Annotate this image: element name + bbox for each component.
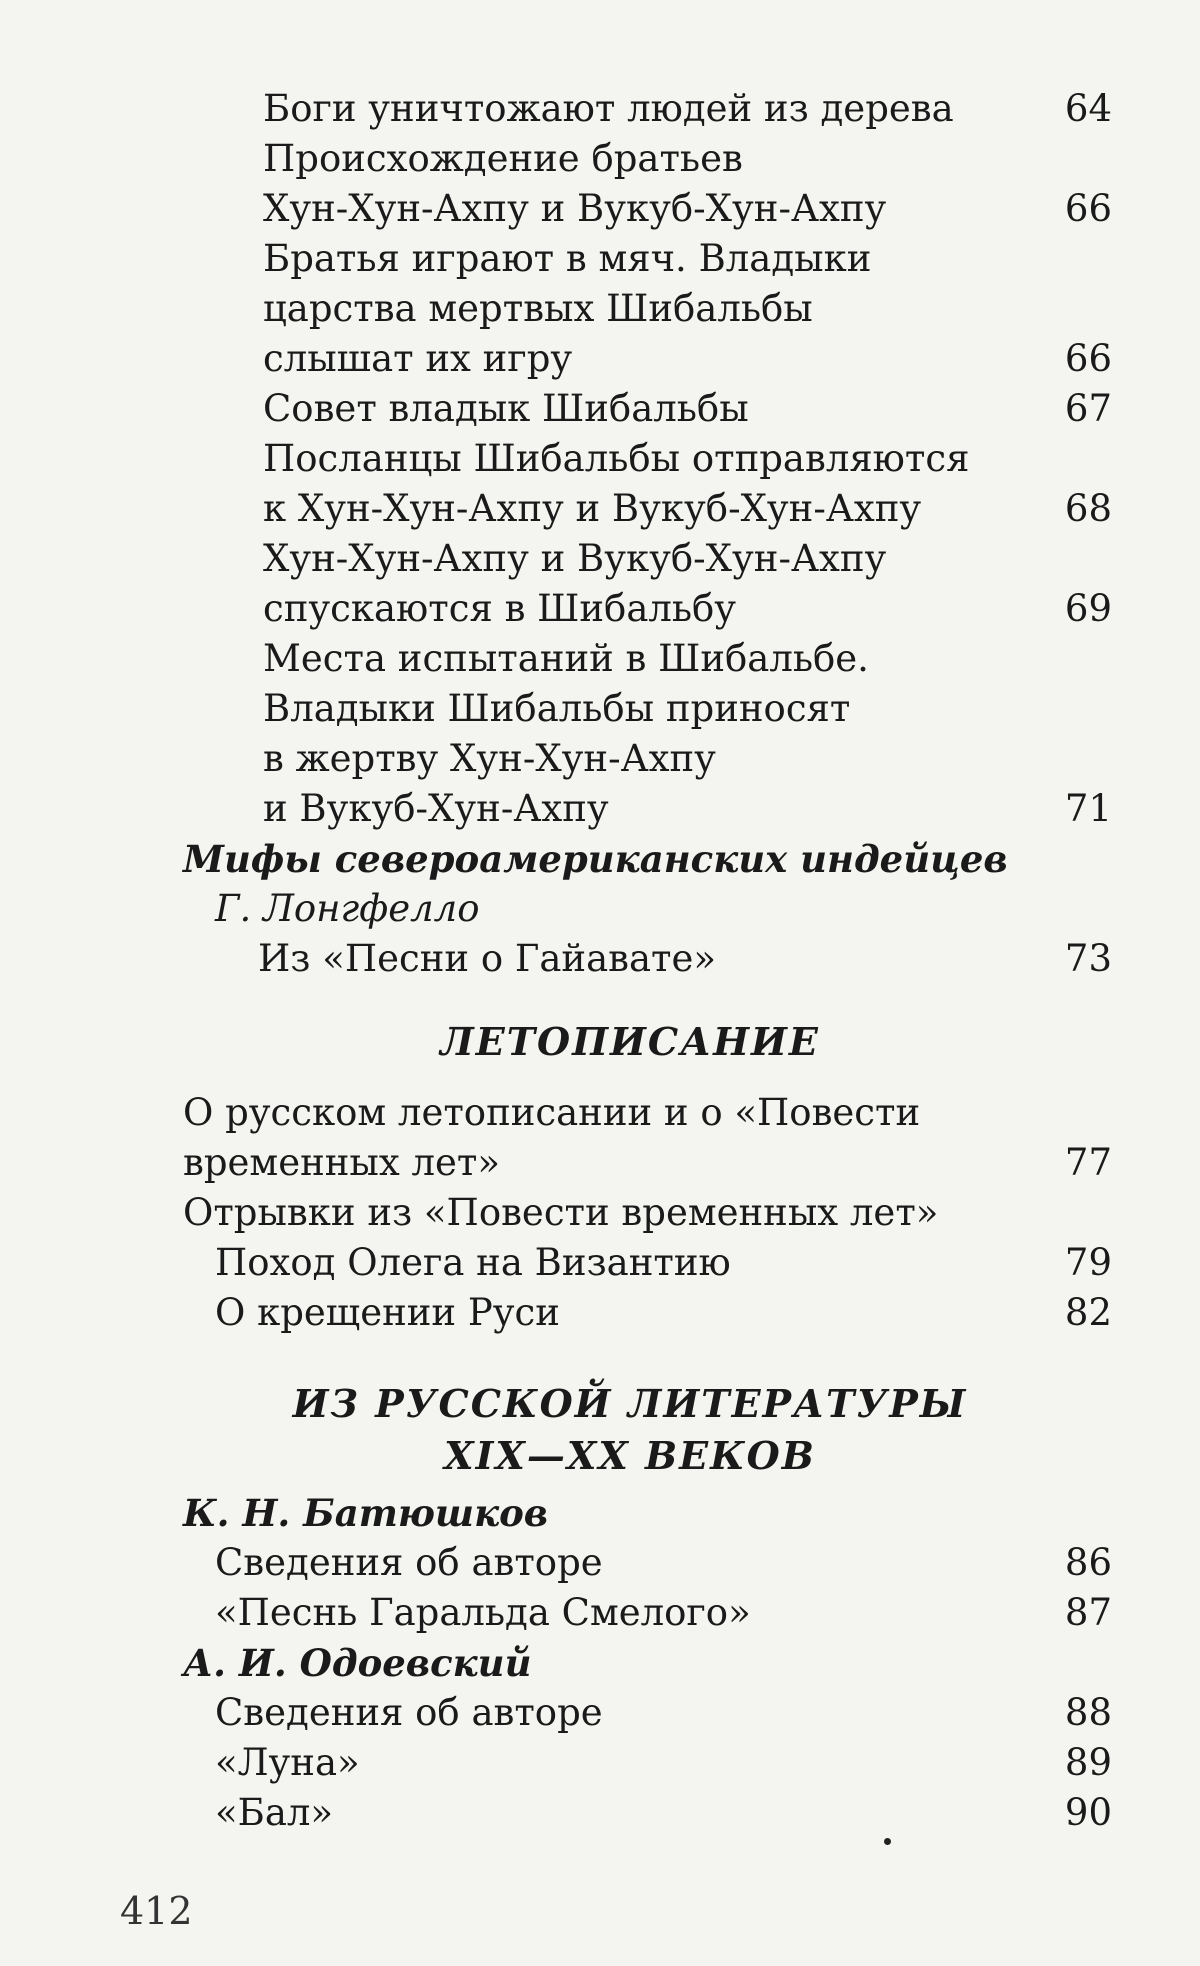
section-heading: XIX—XX ВЕКОВ: [444, 1433, 816, 1478]
toc-entry: [0, 1788, 1200, 1838]
toc-entry: [0, 1138, 1200, 1188]
toc-entry-title: О крещении Руси: [215, 1291, 560, 1334]
toc-entry-title: Сведения об авторе: [215, 1691, 603, 1734]
toc-entry: [0, 1238, 1200, 1288]
toc-entry-title: временных лет»: [183, 1141, 500, 1184]
toc-entry-title: Братья играют в мяч. Владыки: [263, 237, 872, 280]
toc-entry: [0, 1738, 1200, 1788]
toc-entry-page: 89: [1064, 1741, 1112, 1784]
toc-entry-line: [0, 1188, 1200, 1238]
toc-entry-line: [0, 1088, 1200, 1138]
toc-entry: [0, 384, 1200, 434]
author-line: [0, 1488, 1200, 1538]
toc-entry: [0, 934, 1200, 984]
toc-entry: [0, 1538, 1200, 1588]
print-speck: [884, 1838, 891, 1845]
toc-entry-page: 69: [1064, 587, 1112, 630]
toc-entry-title: в жертву Хун-Хун-Ахпу: [263, 737, 716, 780]
toc-entry-title: О русском летописании и о «Повести: [183, 1091, 921, 1134]
toc-entry-title: Боги уничтожают людей из дерева: [263, 87, 954, 130]
toc-entry-title: Совет владык Шибальбы: [263, 387, 749, 430]
toc-entry-page: 67: [1064, 387, 1112, 430]
toc-entry-page: 88: [1064, 1691, 1112, 1734]
toc-entry-page: 82: [1064, 1291, 1112, 1334]
toc-entry: [0, 334, 1200, 384]
author-line: [0, 884, 1200, 934]
toc-entry: [0, 484, 1200, 534]
toc-entry-page: 71: [1064, 787, 1112, 830]
toc-entry-page: 86: [1064, 1541, 1112, 1584]
toc-entry-page: 66: [1064, 337, 1112, 380]
author-name: Г. Лонгфелло: [215, 887, 480, 930]
toc-entry: [0, 784, 1200, 834]
toc-entry-title: «Бал»: [215, 1791, 334, 1834]
toc-entry: [0, 1688, 1200, 1738]
toc-entry-title: Отрывки из «Повести временных лет»: [183, 1191, 939, 1234]
toc-entry-line: [0, 534, 1200, 584]
toc-entry-title: Хун-Хун-Ахпу и Вукуб-Хун-Ахпу: [263, 537, 887, 580]
toc-entry-title: спускаются в Шибальбу: [263, 587, 737, 630]
toc-entry-line: [0, 134, 1200, 184]
page-number: 412: [120, 1889, 193, 1933]
toc-entry-title: «Луна»: [215, 1741, 360, 1784]
toc-entry-title: Владыки Шибальбы приносят: [263, 687, 851, 730]
section-title: [0, 834, 1200, 884]
toc-entry: [0, 84, 1200, 134]
toc-entry-page: 68: [1064, 487, 1112, 530]
toc-entry-page: 64: [1064, 87, 1112, 130]
toc-entry-title: Происхождение братьев: [263, 137, 743, 180]
toc-entry-page: 77: [1064, 1141, 1112, 1184]
toc-entry-line: [0, 634, 1200, 684]
toc-entry-page: 66: [1064, 187, 1112, 230]
toc-entry-line: [0, 284, 1200, 334]
toc-entry-title: Посланцы Шибальбы отправляются: [263, 437, 970, 480]
author-name: К. Н. Батюшков: [183, 1491, 549, 1535]
toc-entry-title: Из «Песни о Гайавате»: [258, 937, 717, 980]
toc-entry-title: и Вукуб-Хун-Ахпу: [263, 787, 609, 830]
toc-entry-page: 90: [1064, 1791, 1112, 1834]
toc-entry-title: Поход Олега на Византию: [215, 1241, 731, 1284]
toc-entry-title: царства мертвых Шибальбы: [263, 287, 813, 330]
toc-entry-title: Места испытаний в Шибальбе.: [263, 637, 869, 680]
author-name: А. И. Одоевский: [183, 1641, 532, 1685]
toc-entry-title: Сведения об авторе: [215, 1541, 603, 1584]
toc-entry-title: Хун-Хун-Ахпу и Вукуб-Хун-Ахпу: [263, 187, 887, 230]
toc-entry: [0, 1588, 1200, 1638]
toc-entry-line: [0, 734, 1200, 784]
toc-entry-title: «Песнь Гаральда Смелого»: [215, 1591, 751, 1634]
section-heading: ИЗ РУССКОЙ ЛИТЕРАТУРЫ: [292, 1381, 968, 1426]
toc-entry-page: 73: [1064, 937, 1112, 980]
section-heading: ЛЕТОПИСАНИЕ: [440, 1019, 820, 1064]
toc-entry-line: [0, 684, 1200, 734]
toc-entry-line: [0, 434, 1200, 484]
toc-entry-page: 79: [1064, 1241, 1112, 1284]
toc-entry-title: слышат их игру: [263, 337, 573, 380]
section-title-text: Мифы североамериканских индейцев: [183, 837, 1008, 881]
toc-entry: [0, 1288, 1200, 1338]
author-line: [0, 1638, 1200, 1688]
toc-entry-title: к Хун-Хун-Ахпу и Вукуб-Хун-Ахпу: [263, 487, 922, 530]
toc-entry-line: [0, 234, 1200, 284]
toc-entry-page: 87: [1064, 1591, 1112, 1634]
toc-entry: [0, 184, 1200, 234]
toc-entry: [0, 584, 1200, 634]
